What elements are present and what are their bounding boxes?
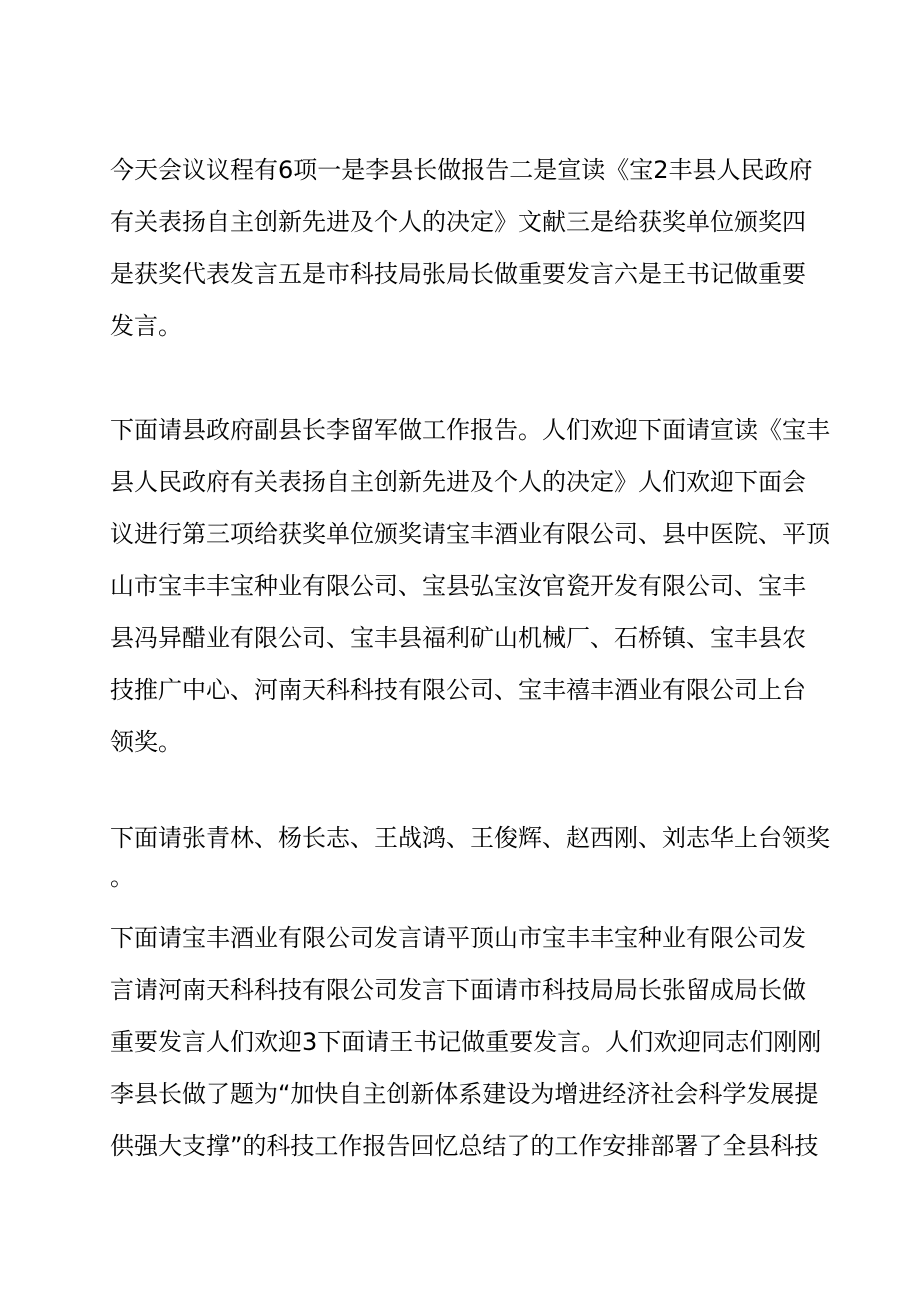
- text-line: 下面请宝丰酒业有限公司发言请平顶山市宝丰丰宝种业有限公司发: [110, 924, 806, 952]
- text-line: 今天会议议程有6项一是李县长做报告二是宣读《宝2丰县人民政府: [110, 156, 813, 184]
- text-line: 言请河南天科科技有限公司发言下面请市科技局局长张留成局长做: [110, 976, 806, 1004]
- text-line: 下面请张青林、杨长志、王战鸿、王俊辉、赵西刚、刘志华上台领奖: [110, 824, 830, 852]
- text-line: 县人民政府有关表扬自主创新先进及个人的决定》人们欢迎下面会: [110, 468, 806, 496]
- text-line: 下面请县政府副县长李留军做工作报告。人们欢迎下面请宣读《宝丰: [110, 416, 830, 444]
- text-line: 县冯异醋业有限公司、宝丰县福利矿山机械厂、石桥镇、宝丰县农: [110, 624, 806, 652]
- text-line: 。: [110, 863, 134, 891]
- text-line: 领奖。: [110, 728, 182, 756]
- text-line: 山市宝丰丰宝种业有限公司、宝县弘宝汝官瓷开发有限公司、宝丰: [110, 572, 806, 600]
- text-line: 议进行第三项给获奖单位颁奖请宝丰酒业有限公司、县中医院、平顶: [110, 520, 830, 548]
- paragraph-awards-individuals: [110, 812, 830, 891]
- text-line: 是获奖代表发言五是市科技局张局长做重要发言六是王书记做重要: [110, 260, 806, 288]
- text-line: 有关表扬自主创新先进及个人的决定》文献三是给获奖单位颁奖四: [110, 208, 806, 236]
- paragraph-speeches: [110, 912, 822, 1172]
- text-line: 技推广中心、河南天科科技有限公司、宝丰禧丰酒业有限公司上台: [110, 676, 806, 704]
- text-line: 供强大支撑”的科技工作报告回忆总结了的工作安排部署了全县科技: [110, 1132, 819, 1160]
- text-line: 重要发言人们欢迎3下面请王书记做重要发言。人们欢迎同志们刚刚: [110, 1028, 822, 1056]
- text-line: 发言。: [110, 312, 182, 340]
- text-line: 李县长做了题为“加快自主创新体系建设为增进经济社会科学发展提: [110, 1080, 819, 1108]
- paragraph-awards-units: [110, 404, 830, 768]
- paragraph-agenda: [110, 144, 815, 352]
